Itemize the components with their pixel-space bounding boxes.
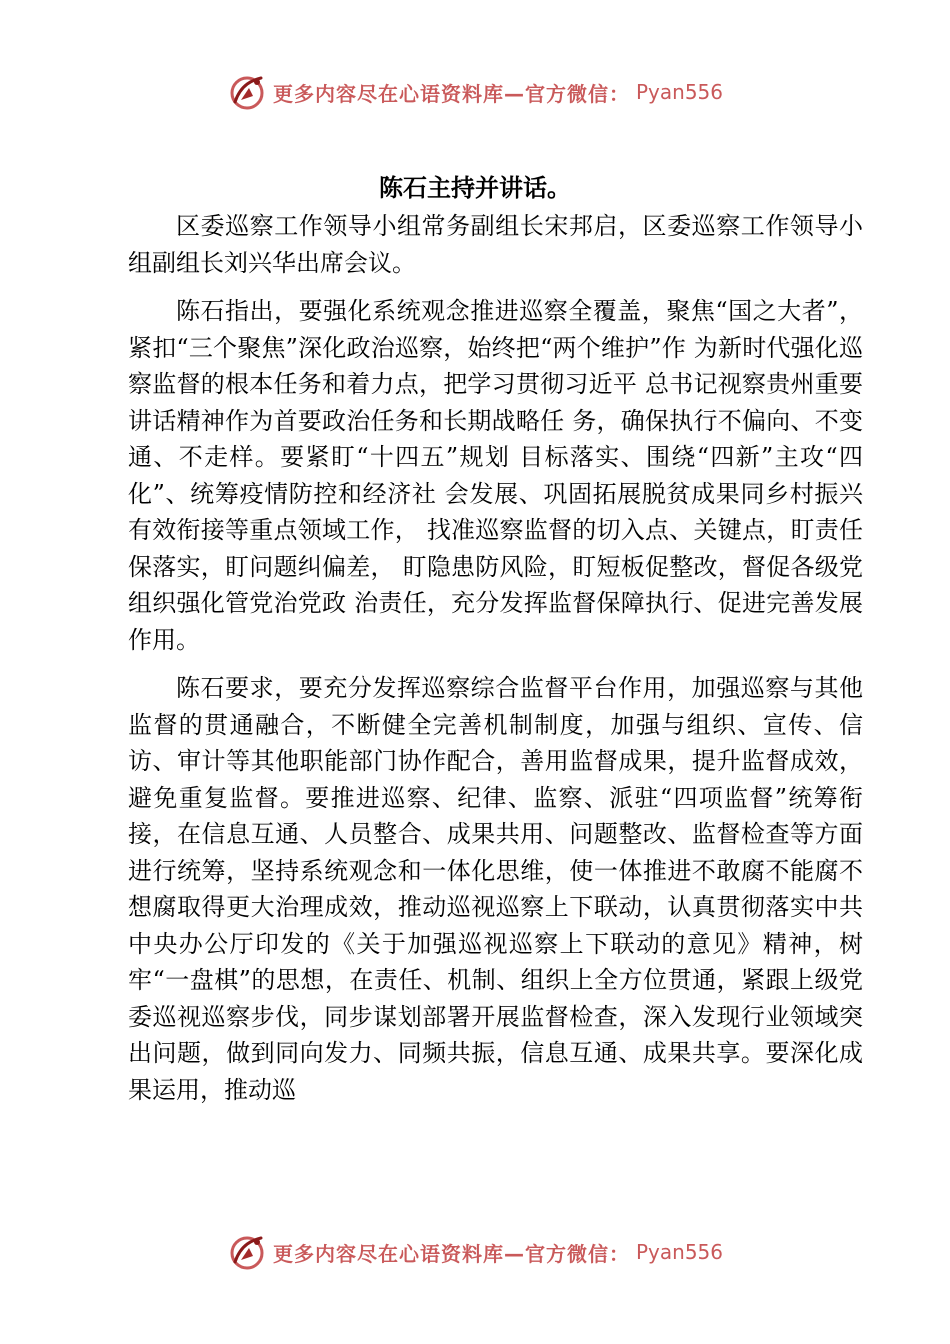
paragraph: 陈石指出，要强化系统观念推进巡察全覆盖，聚焦“国之大者”，紧扣“三个聚焦”深化政治巡察，始终把“两个维护”作 为新时代强化巡察监督的根本任务和着力点，把学习贯彻习近平 总书记视察贵州重要讲话精神作为首要政治任务和长期战略任 务，确保执行不偏向、不变通、不走样。要紧盯“十四五”规划 目标落实、围绕“四新”主攻“四化”、统筹疫情防控和经济社 会发展、巩固拓展脱贫成果同乡村振兴有效衔接等重点领域工作， 找准巡察监督的切入点、关键点，盯责任保落实，盯问题纠偏差， 盯隐患防风险，盯短板促整改，督促各级党组织强化管党治党政 治责任，充分发挥监督保障执行、促进完善发展作用。: [128, 297, 863, 654]
paragraph: 区委巡察工作领导小组常务副组长宋邦启，区委巡察工作领导小组副组长刘兴华出席会议。: [128, 212, 863, 277]
header-watermark: [0, 70, 950, 114]
document-title: 陈石主持并讲话。: [379, 174, 571, 202]
watermark-handle: Pyan556: [635, 80, 723, 104]
watermark-handle: Pyan556: [635, 1240, 723, 1264]
watermark-text: 更多内容尽在心语资料库—官方微信：: [272, 81, 630, 106]
brand-logo-icon: [227, 1232, 267, 1272]
document-body: [128, 208, 863, 1120]
footer-watermark: [0, 1230, 950, 1274]
brand-logo-icon: [227, 72, 267, 112]
paragraph: 陈石要求，要充分发挥巡察综合监督平台作用，加强巡察与其他监督的贯通融合，不断健全完善机制制度，加强与组织、宣传、信访、审计等其他职能部门协作配合，善用监督成果，提升监督成效，避免重复监督。要推进巡察、纪律、监察、派驻“四项监督”统筹衔接，在信息互通、人员整合、成果共用、问题整改、监督检查等方面进行统筹，坚持系统观念和一体化思维，使一体推进不敢腐不能腐不想腐取得更大治理成效，推动巡视巡察上下联动，认真贯彻落实中共中央办公厅印发的《关于加强巡视巡察上下联动的意见》精神，树牢“一盘棋”的思想，在责任、机制、组织上全方位贯通，紧跟上级党委巡视巡察步伐，同步谋划部署开展监督检查，深入发现行业领域突出问题，做到同向发力、同频共振，信息互通、成果共享。要深化成果运用，推动巡: [128, 674, 863, 1104]
watermark-text: 更多内容尽在心语资料库—官方微信：: [272, 1241, 630, 1266]
